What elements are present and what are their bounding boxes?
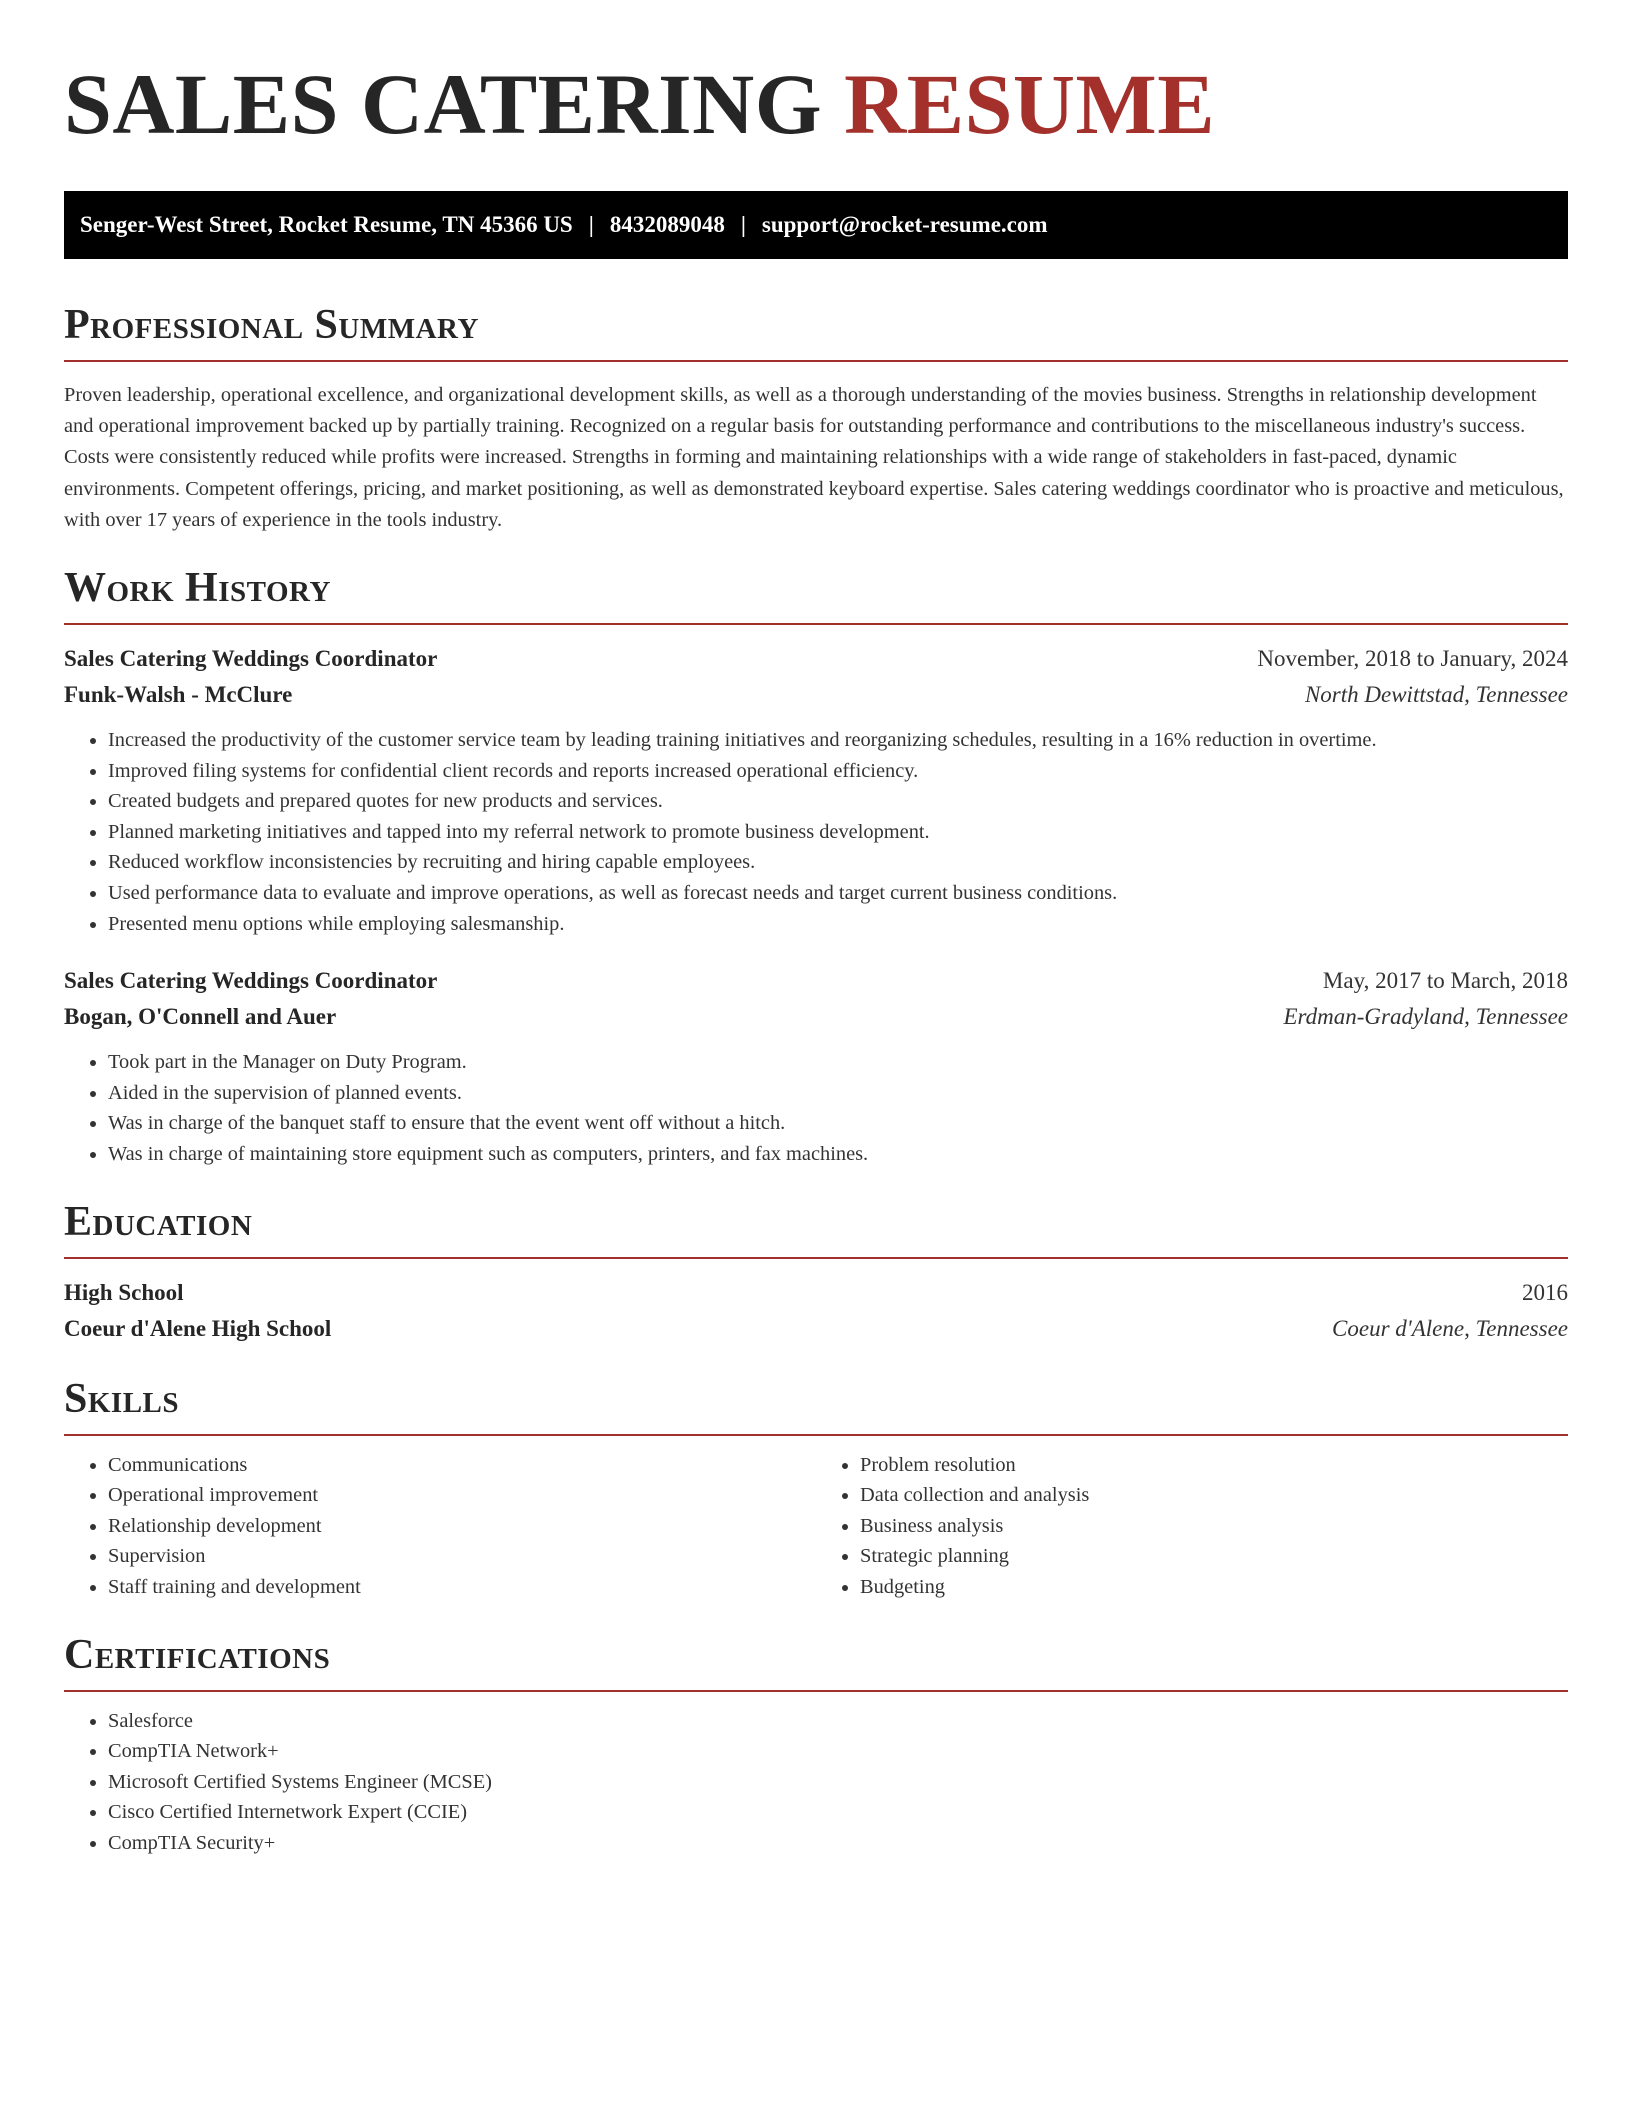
job-bullet: • Presented menu options while employing salesmanship. — [108, 909, 1568, 940]
summary-text: Proven leadership, operational excellence, and organizational development skills, as well as a thorough understanding of the movies business. Strengths in relationship development and operational improvement backed up by partially training. Recognized on a regular basis for outstanding performance and contributions to the miscellaneous industry's success. Costs were consistently reduced while profits were increased. Strengths in forming and maintaining relationships with a wide range of stakeholders in fast-paced, dynamic environments. Competent offerings, pricing, and market positioning, as well as demonstrated keyboard expertise. Sales catering weddings coordinator who is proactive and meticulous, with over 17 years of experience in the tools industry. — [64, 384, 1564, 531]
skill-item: • Budgeting — [860, 1572, 1568, 1603]
skill-item: • Relationship development — [108, 1511, 816, 1542]
job-bullet: • Was in charge of the banquet staff to ensure that the event went off without a hitch. — [108, 1108, 1568, 1139]
job-bullet: • Was in charge of maintaining store equipment such as computers, printers, and fax machines. — [108, 1139, 1568, 1170]
section-divider — [64, 1257, 1568, 1259]
education-entry — [64, 1275, 1568, 1347]
summary-section — [64, 301, 1568, 536]
resume-title — [64, 56, 1568, 152]
job-bullet: • Aided in the supervision of planned events. — [108, 1078, 1568, 1109]
job-bullet: • Increased the productivity of the customer service team by leading training initiatives and reorganizing schedules, resulting in a 16% reduction in overtime. — [108, 725, 1568, 756]
certification-item: • Cisco Certified Internetwork Expert (CCIE) — [108, 1797, 1568, 1828]
job-header-row — [64, 641, 1568, 677]
contact-email[interactable]: support@rocket-resume.com — [761, 212, 1048, 237]
work-history-section — [64, 564, 1568, 1170]
contact-phone[interactable]: 8432089048 — [609, 212, 725, 237]
education-year: 2016 — [1522, 1279, 1568, 1305]
certification-item: • Microsoft Certified Systems Engineer (MCSE) — [108, 1767, 1568, 1798]
job-header-row — [64, 963, 1568, 999]
certifications-list — [64, 1706, 1568, 1859]
contact-separator: | — [740, 212, 746, 237]
education-section — [64, 1198, 1568, 1347]
education-heading: Education — [64, 1198, 253, 1245]
job-bullet: • Created budgets and prepared quotes for new products and services. — [108, 786, 1568, 817]
job-dates: May, 2017 to March, 2018 — [1322, 968, 1568, 994]
job-title: Sales Catering Weddings Coordinator — [64, 968, 438, 994]
skills-heading: Skills — [64, 1375, 180, 1422]
skill-item: • Data collection and analysis — [860, 1480, 1568, 1511]
education-school: Coeur d'Alene High School — [64, 1315, 332, 1341]
section-divider — [64, 360, 1568, 362]
job-bullet: • Improved filing systems for confidential client records and reports increased operational efficiency. — [108, 756, 1568, 787]
job-title: Sales Catering Weddings Coordinator — [64, 646, 438, 672]
job-entry — [64, 963, 1568, 1169]
job-bullets — [64, 725, 1568, 939]
job-location: Erdman-Gradyland, Tennessee — [1283, 1004, 1568, 1030]
title-main: SALES CATERING — [64, 56, 823, 152]
certification-item: • CompTIA Network+ — [108, 1736, 1568, 1767]
job-location: North Dewittstad, Tennessee — [1304, 682, 1568, 708]
education-degree: High School — [64, 1279, 184, 1305]
education-school-row — [64, 1311, 1568, 1347]
job-bullets — [64, 1047, 1568, 1169]
skills-section — [64, 1375, 1568, 1603]
skill-item: • Operational improvement — [108, 1480, 816, 1511]
skills-column-left — [64, 1450, 816, 1603]
job-company: Bogan, O'Connell and Auer — [64, 1004, 337, 1030]
skill-item: • Staff training and development — [108, 1572, 816, 1603]
skill-item: • Problem resolution — [860, 1450, 1568, 1481]
education-degree-row — [64, 1275, 1568, 1311]
skills-column-right — [816, 1450, 1568, 1603]
certification-item: • CompTIA Security+ — [108, 1828, 1568, 1859]
job-company-row — [64, 999, 1568, 1035]
section-divider — [64, 623, 1568, 625]
job-company: Funk-Walsh - McClure — [64, 682, 293, 708]
work-history-heading: Work History — [64, 565, 331, 612]
contact-bar — [64, 191, 1568, 259]
job-bullet: • Reduced workflow inconsistencies by recruiting and hiring capable employees. — [108, 847, 1568, 878]
education-location: Coeur d'Alene, Tennessee — [1332, 1315, 1568, 1341]
skill-item: • Communications — [108, 1450, 816, 1481]
title-accent: RESUME — [844, 56, 1216, 152]
skill-item: • Business analysis — [860, 1511, 1568, 1542]
job-company-row — [64, 677, 1568, 713]
skills-grid — [64, 1450, 1568, 1603]
job-dates: November, 2018 to January, 2024 — [1257, 646, 1568, 672]
skill-item: • Supervision — [108, 1541, 816, 1572]
job-bullet: • Planned marketing initiatives and tapped into my referral network to promote business development. — [108, 817, 1568, 848]
certifications-heading: Certifications — [64, 1631, 331, 1678]
certifications-section — [64, 1631, 1568, 1859]
section-divider — [64, 1434, 1568, 1436]
job-bullet: • Used performance data to evaluate and improve operations, as well as forecast needs and target current business conditions. — [108, 878, 1568, 909]
section-divider — [64, 1690, 1568, 1692]
skill-item: • Strategic planning — [860, 1541, 1568, 1572]
contact-address: Senger-West Street, Rocket Resume, TN 45366 US — [80, 212, 573, 237]
job-entry — [64, 641, 1568, 939]
certification-item: • Salesforce — [108, 1706, 1568, 1737]
summary-heading: Professional Summary — [64, 302, 479, 348]
contact-separator: | — [588, 212, 594, 237]
job-bullet: • Took part in the Manager on Duty Program. — [108, 1047, 1568, 1078]
